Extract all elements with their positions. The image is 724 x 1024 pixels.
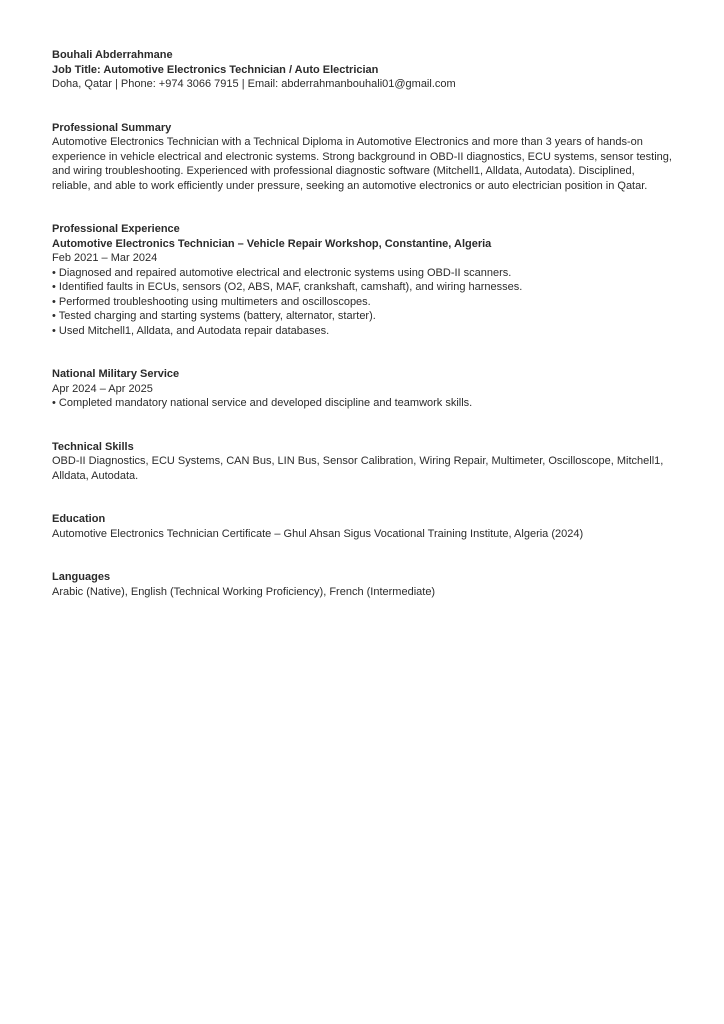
professional-experience-heading: Professional Experience [52,223,180,235]
section-professional-summary [52,121,672,194]
section-languages [52,570,672,599]
experience-bullet: • Performed troubleshooting using multimeters and oscilloscopes. [52,295,371,308]
resume-header [52,48,672,92]
job-title-line: Job Title: Automotive Electronics Technician / Auto Electrician [52,63,379,76]
education-text: Automotive Electronics Technician Certificate – Ghul Ahsan Sigus Vocational Training Institute, Algeria (2024) [52,527,584,540]
experience-bullet: • Tested charging and starting systems (battery, alternator, starter). [52,310,376,322]
candidate-name: Bouhali Abderrahmane [52,49,173,61]
experience-bullet: • Used Mitchell1, Alldata, and Autodata repair databases. [52,324,330,337]
section-national-military-service [52,367,672,411]
experience-dates: Feb 2021 – Mar 2024 [52,252,158,264]
military-service-bullet: • Completed mandatory national service and developed discipline and teamwork skills. [52,397,473,409]
languages-heading: Languages [52,571,111,583]
education-heading: Education [52,513,106,525]
military-service-dates: Apr 2024 – Apr 2025 [52,382,153,395]
professional-summary-heading: Professional Summary [52,121,172,134]
technical-skills-heading: Technical Skills [52,440,134,453]
experience-bullet-list [52,266,672,339]
languages-text: Arabic (Native), English (Technical Working Proficiency), French (Intermediate) [52,585,436,598]
experience-role-line: Automotive Electronics Technician – Vehicle Repair Workshop, Constantine, Algeria [52,237,492,250]
contact-line: Doha, Qatar | Phone: +974 3066 7915 | Email: abderrahmanbouhali01@gmail.com [52,78,456,90]
experience-bullet: • Identified faults in ECUs, sensors (O2, ABS, MAF, crankshaft, camshaft), and wiring harnesses. [52,281,523,293]
section-education [52,512,672,541]
technical-skills-text: OBD-II Diagnostics, ECU Systems, CAN Bus, LIN Bus, Sensor Calibration, Wiring Repair, Multimeter, Oscilloscope, Mitchell1, Alldata, Autodata. [52,455,664,482]
experience-bullet: • Diagnosed and repaired automotive electrical and electronic systems using OBD-II scanners. [52,266,512,279]
military-service-bullet-list [52,396,672,411]
professional-summary-text: Automotive Electronics Technician with a Technical Diploma in Automotive Electronics and more than 3 years of hands-on experience in vehicle electrical and electronic systems. Strong background in OBD-II diagnostics, ECU systems, sensor testing, and wiring troubleshooting. Experienced with professional diagnostic software (Mitchell1, Alldata, Autodata). Disciplined, reliable, and able to work efficiently under pressure, seeking an automotive electronics or auto electrician position in Qatar. [52,136,672,192]
section-technical-skills [52,440,672,484]
military-service-heading: National Military Service [52,368,180,380]
section-professional-experience [52,222,672,338]
